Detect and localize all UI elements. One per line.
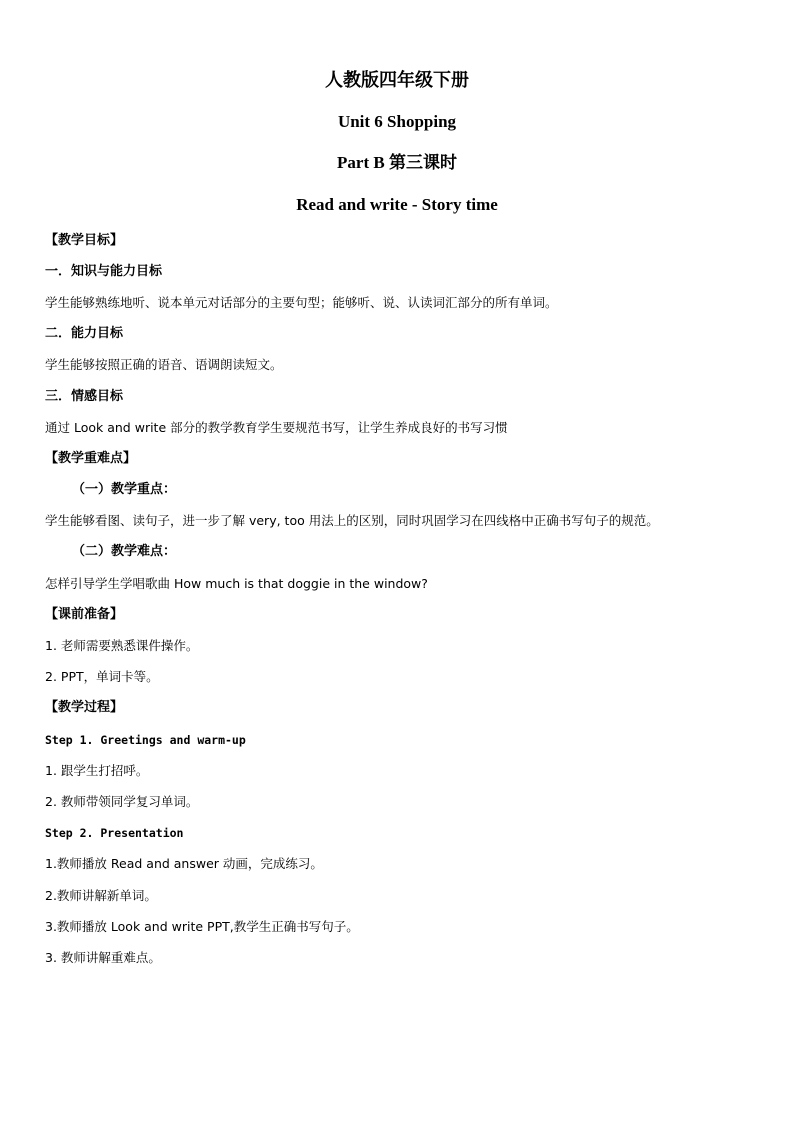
part-title: Part B 第三课时 (337, 153, 457, 172)
difficulty-text: 怎样引导学生学唱歌曲 How much is that doggie in the window? (45, 576, 428, 591)
step2-item: 3. 教师讲解重难点。 (45, 950, 161, 965)
key-points-heading: 【教学重难点】 (45, 451, 137, 466)
prep-item: 2. PPT，单词卡等。 (45, 669, 159, 684)
step1-heading: Step 1. Greetings and warm-up (45, 733, 246, 747)
lesson-title: Read and write - Story time (296, 195, 498, 214)
prep-heading: 【课前准备】 (45, 607, 124, 622)
step1-item: 1. 跟学生打招呼。 (45, 763, 149, 778)
unit-title: Unit 6 Shopping (337, 112, 457, 131)
goal2-heading: 二．能力目标 (45, 326, 124, 341)
doc-title: 人教版四年级下册 (325, 70, 469, 90)
goal1-text: 学生能够熟练地听、说本单元对话部分的主要句型；能够听、说、认读词汇部分的所有单词。 (45, 295, 558, 310)
goal3-heading: 三．情感目标 (45, 389, 124, 404)
process-heading: 【教学过程】 (45, 700, 124, 715)
key-point-heading: （一）教学重点： (72, 482, 177, 497)
key-point-text: 学生能够看图、读句子，进一步了解 very, too 用法上的区别，同时巩固学习在四线格中正确书写句子的规范。 (45, 513, 659, 528)
difficulty-heading: （二）教学难点： (72, 544, 177, 559)
step2-item: 3.教师播放 Look and write PPT,教学生正确书写句子。 (45, 919, 359, 934)
step2-heading: Step 2. Presentation (45, 826, 184, 840)
goal1-heading: 一．知识与能力目标 (45, 264, 163, 279)
prep-item: 1. 老师需要熟悉课件操作。 (45, 638, 199, 653)
goal2-text: 学生能够按照正确的语音、语调朗读短文。 (45, 357, 283, 372)
step1-item: 2. 教师带领同学复习单词。 (45, 794, 199, 809)
goal3-text: 通过 Look and write 部分的教学教育学生要规范书写，让学生养成良好的书写习惯 (45, 420, 508, 435)
step2-item: 2.教师讲解新单词。 (45, 888, 157, 903)
step2-item: 1.教师播放 Read and answer 动画，完成练习。 (45, 856, 323, 871)
goals-heading: 【教学目标】 (45, 233, 124, 248)
